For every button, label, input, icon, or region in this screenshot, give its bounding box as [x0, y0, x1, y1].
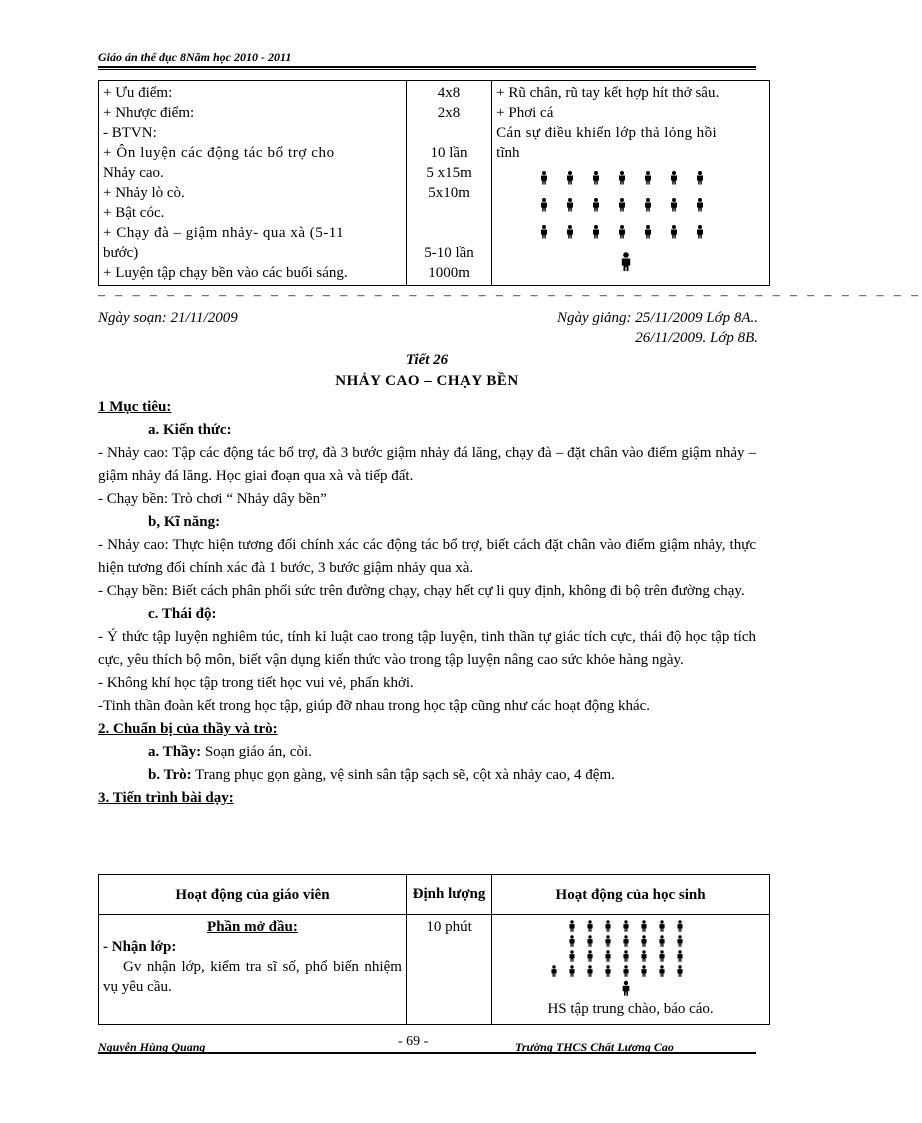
prep-date: Ngày soạn: 21/11/2009 — [98, 310, 238, 326]
person-icon — [624, 935, 629, 946]
person-icon — [623, 981, 630, 996]
formation-diagram — [496, 163, 756, 273]
assembly-formation — [496, 917, 756, 999]
person-icon — [570, 965, 575, 976]
person-icon — [588, 965, 593, 976]
paragraph: - Nhảy cao: Tập các động tác bổ trợ, đà 3 bước giậm nhảy đá lăng, chạy đà – đặt chân vào điểm giậm nhảy – giậm nhảy đá lăng. Học giai đoạn qua xà và tiếp đất. — [98, 445, 756, 484]
lesson-body — [98, 396, 756, 810]
paragraph: - Chạy bền: Biết cách phân phối sức trên đường chạy, chạy hết cự li quy định, không đi bộ trên đường chạy. — [98, 583, 745, 599]
prep-teacher-text: Soạn giáo án, còi. — [204, 744, 312, 760]
teacher-activity — [99, 915, 407, 1025]
page-header: Giáo án thể dục 8Năm học 2010 - 2011 — [98, 50, 292, 64]
text-line: + Ưu điểm: — [103, 85, 173, 101]
person-icon — [619, 225, 625, 239]
section-procedure: 3. Tiến trình bài dạy: — [98, 790, 234, 806]
person-icon — [619, 198, 625, 212]
person-icon — [671, 198, 677, 212]
student-figures — [552, 920, 683, 995]
person-icon — [678, 935, 683, 946]
person-icon — [567, 171, 573, 185]
person-icon — [642, 935, 647, 946]
text-line: + Bật cóc. — [103, 205, 165, 221]
person-icon — [660, 950, 665, 961]
continuation-col3 — [492, 81, 770, 286]
page-number: - 69 - — [398, 1034, 429, 1049]
paragraph: - Chạy bền: Trò chơi “ Nhảy dây bền” — [98, 491, 327, 507]
person-icon — [624, 920, 629, 931]
text-line: tĩnh — [496, 145, 520, 161]
paragraph: - Nhảy cao: Thực hiện tương đối chính xác các động tác bổ trợ, biết cách đặt chân vào điểm giậm nhảy, thực hiện tương đối chính xác đà 1 bước, 3 bước giậm nhảy qua xà. — [98, 537, 756, 576]
person-icon — [567, 225, 573, 239]
text-line: + Nhảy lò cò. — [103, 185, 185, 201]
person-icon — [622, 252, 630, 271]
prep-student-label: b. Trò: — [148, 767, 192, 783]
text-line: + Phơi cá — [496, 105, 554, 121]
subsection-attitude: c. Thái độ: — [148, 606, 217, 622]
person-icon — [541, 225, 547, 239]
amount: 5x10m — [428, 185, 470, 201]
person-icon — [570, 920, 575, 931]
person-icon — [642, 920, 647, 931]
text-line: Cán sự điều khiển lớp thả lỏng hồi — [496, 125, 718, 141]
person-icon — [588, 950, 593, 961]
paragraph: - Ý thức tập luyện nghiêm túc, tính kỉ luật cao trong tập luyện, tinh thần tự giác tích cực, thái độ học tập tích cực, yêu thích bộ môn, biết vận dụng kiến thức vào trong tập luyện nâng cao sức khỏe hàng ngày. — [98, 629, 756, 668]
continuation-table — [98, 80, 770, 286]
item-label: - Nhận lớp: — [103, 939, 177, 955]
person-icon — [645, 225, 651, 239]
text-line: bước) — [103, 245, 139, 261]
student-figures — [541, 171, 703, 271]
footer-school: Trường THCS Chất Lượng Cao — [515, 1040, 674, 1054]
amount: 5-10 lần — [424, 245, 474, 261]
text-line: + Chạy đà – giậm nhảy- qua xà (5-11 — [103, 225, 345, 241]
person-icon — [678, 950, 683, 961]
amount: 2x8 — [437, 105, 461, 121]
duration: 10 phút — [406, 915, 491, 1025]
footer-author: Nguyễn Hùng Quang — [98, 1040, 206, 1054]
amount — [411, 123, 487, 143]
person-icon — [697, 198, 703, 212]
person-icon — [588, 920, 593, 931]
person-icon — [606, 950, 611, 961]
student-text: HS tập trung chào, báo cáo. — [547, 1001, 714, 1017]
amount: 4x8 — [437, 85, 461, 101]
prep-teacher — [98, 741, 756, 764]
person-icon — [671, 225, 677, 239]
teach-date-1: Ngày giảng: 25/11/2009 Lớp 8A.. — [556, 310, 758, 326]
person-icon — [570, 935, 575, 946]
amount: 10 lần — [430, 145, 468, 161]
person-icon — [678, 920, 683, 931]
text-line: + Rũ chân, rũ tay kết hợp hít thở sâu. — [496, 85, 720, 101]
continuation-col1 — [99, 81, 407, 286]
person-icon — [593, 198, 599, 212]
person-icon — [593, 225, 599, 239]
amount — [411, 223, 487, 243]
person-icon — [660, 935, 665, 946]
prep-teacher-label: a. Thầy: — [148, 744, 202, 760]
item-text: Gv nhận lớp, kiểm tra sĩ số, phổ biến nhiệm vụ yêu cầu. — [103, 959, 402, 995]
person-icon — [678, 965, 683, 976]
person-icon — [606, 965, 611, 976]
col-header-amount: Định lượng — [406, 875, 491, 915]
person-icon — [606, 935, 611, 946]
lesson-number: Tiết 26 — [405, 352, 449, 368]
subsection-skills: b, Kĩ năng: — [148, 514, 221, 530]
continuation-col2 — [406, 81, 491, 286]
header-rule — [98, 66, 756, 68]
person-icon — [660, 920, 665, 931]
person-icon — [697, 225, 703, 239]
person-icon — [588, 935, 593, 946]
person-icon — [619, 171, 625, 185]
amount — [411, 203, 487, 223]
person-icon — [624, 965, 629, 976]
person-icon — [624, 950, 629, 961]
col-header-teacher: Hoạt động của giáo viên — [99, 875, 407, 915]
person-icon — [671, 171, 677, 185]
text-line: Nhảy cao. — [103, 165, 164, 181]
text-line: + Ôn luyện các động tác bổ trợ cho — [103, 145, 335, 161]
person-icon — [645, 171, 651, 185]
amount: 5 x15m — [426, 165, 472, 181]
subsection-knowledge: a. Kiến thức: — [148, 422, 232, 438]
person-icon — [642, 950, 647, 961]
lesson-title: NHẢY CAO – CHẠY BỀN — [335, 373, 519, 389]
person-icon — [541, 198, 547, 212]
person-icon — [645, 198, 651, 212]
part-title: Phần mở đầu: — [207, 919, 298, 935]
section-objectives: 1 Mục tiêu: — [98, 399, 172, 415]
prep-student-text: Trang phục gọn gàng, vệ sinh sân tập sạch sẽ, cột xà nhảy cao, 4 đệm. — [195, 767, 615, 783]
amount: 1000m — [428, 265, 470, 281]
header-rule-thin — [98, 69, 756, 70]
person-icon — [660, 965, 665, 976]
dashed-separator: – – – – – – – – – – – – – – – – – – – – – – – – – – – – – – – – – – – – – – – – – – – – – – – – — [98, 288, 922, 303]
person-icon — [697, 171, 703, 185]
person-icon — [593, 171, 599, 185]
lesson-plan-table — [98, 874, 770, 1025]
person-icon — [606, 920, 611, 931]
prep-student — [98, 764, 756, 787]
student-activity — [492, 915, 770, 1025]
person-icon — [552, 965, 557, 976]
person-icon — [567, 198, 573, 212]
person-icon — [541, 171, 547, 185]
person-icon — [570, 950, 575, 961]
col-header-student: Hoạt động của học sinh — [492, 875, 770, 915]
text-line: - BTVN: — [103, 125, 157, 141]
text-line: + Luyện tập chạy bền vào các buổi sáng. — [103, 265, 348, 281]
person-icon — [642, 965, 647, 976]
paragraph: -Tinh thần đoàn kết trong học tập, giúp đỡ nhau trong học tập cũng như các hoạt động khác. — [98, 698, 651, 714]
section-preparation: 2. Chuẩn bị của thầy và trò: — [98, 721, 278, 737]
teach-date-2: 26/11/2009. Lớp 8B. — [635, 330, 758, 346]
paragraph: - Không khí học tập trong tiết học vui vẻ, phấn khởi. — [98, 675, 414, 691]
text-line: + Nhược điểm: — [103, 105, 195, 121]
